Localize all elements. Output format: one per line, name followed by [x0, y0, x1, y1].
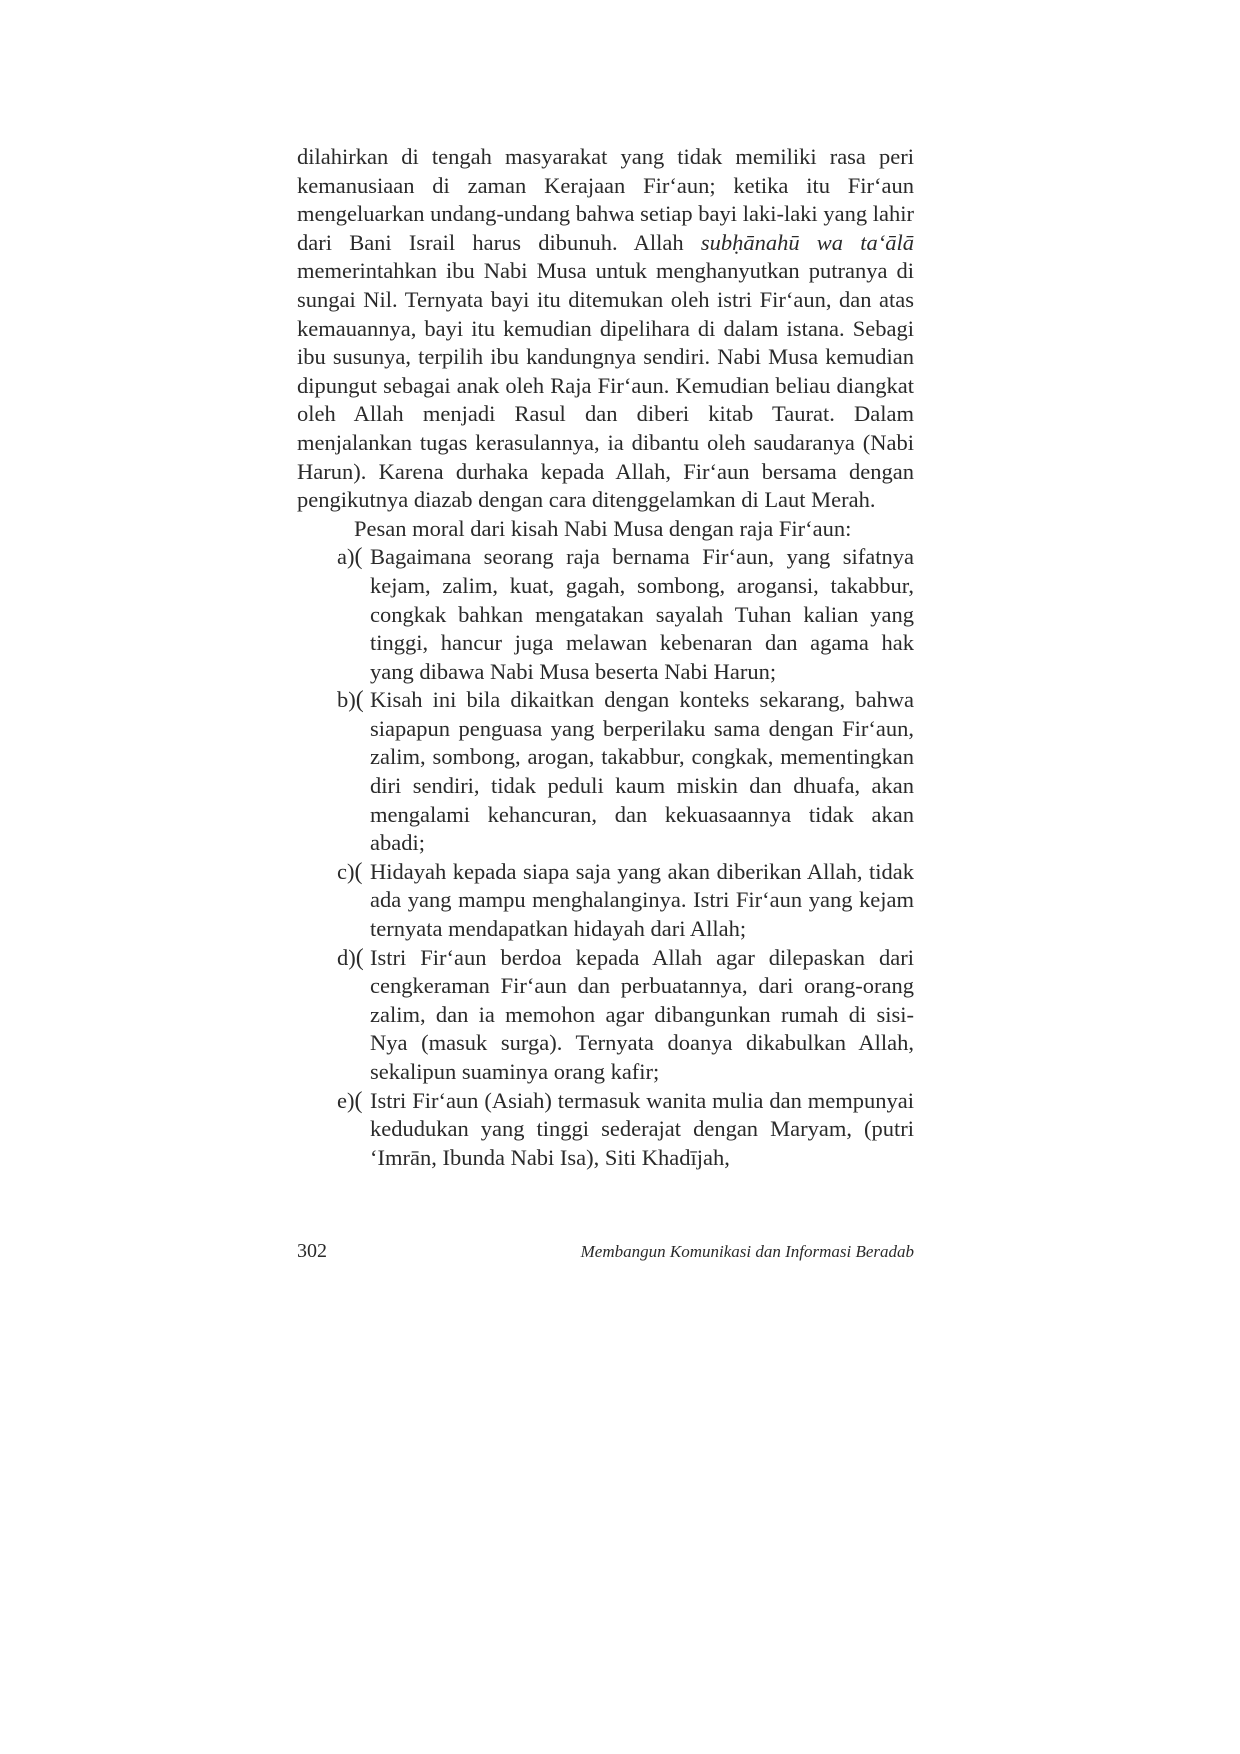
list-item-b — [297, 686, 914, 858]
list-marker: a)( — [337, 544, 363, 571]
running-title: Membangun Komunikasi dan Informasi Beradab — [580, 1242, 914, 1261]
list-marker: e)( — [337, 1087, 363, 1114]
list-item-text: Istri Fir‘aun (Asiah) termasuk wanita mulia dan mempunyai kedudukan yang tinggi sederajat dengan Maryam, (putri ‘Imrān, Ibunda Nabi Isa), Siti Khadījah, — [370, 1087, 914, 1170]
list-item-a — [297, 543, 914, 686]
page-body — [297, 143, 914, 1172]
paragraph-1-text-start: dilahirkan di tengah masyarakat yang tidak memiliki rasa peri kemanusiaan di zaman Kerajaan Fir‘aun; ketika itu Fir‘aun mengeluarkan undang-undang bahwa setiap bayi laki-laki yang lahir dari Bani Israil harus dibunuh. Allah — [297, 144, 914, 255]
list-marker: d)( — [337, 944, 364, 971]
body-paragraph-1 — [297, 143, 914, 515]
list-item-text: Hidayah kepada siapa saja yang akan diberikan Allah, tidak ada yang mampu menghalanginya. Istri Fir‘aun yang kejam ternyata mendapatkan hidayah dari Allah; — [370, 858, 914, 942]
list-item-text: Kisah ini bila dikaitkan dengan konteks sekarang, bahwa siapapun penguasa yang berperilaku sama dengan Fir‘aun, zalim, sombong, arogan, takabbur, congkak, mementingkan diri sendiri, tidak peduli kaum miskin dan dhuafa, akan mengalami kehancuran, dan kekuasaannya tidak akan abadi; — [370, 687, 914, 856]
transliteration-italic: subḥānahū wa ta‘ālā — [700, 229, 914, 255]
page-footer — [297, 1240, 914, 1270]
list-marker: b)( — [337, 687, 364, 714]
list-marker: c)( — [337, 858, 363, 885]
page-number: 302 — [297, 1240, 327, 1262]
body-paragraph-2: Pesan moral dari kisah Nabi Musa dengan raja Fir‘aun: — [354, 515, 852, 541]
list-item-text: Istri Fir‘aun berdoa kepada Allah agar dilepaskan dari cengkeraman Fir‘aun dan perbuatannya, dari orang-orang zalim, dan ia memohon agar dibangunkan rumah di sisi-Nya (masuk surga). Ternyata doanya dikabulkan Allah, sekalipun suaminya orang kafir; — [370, 944, 914, 1084]
moral-lessons-list — [297, 543, 914, 1172]
paragraph-1-text-end: memerintahkan ibu Nabi Musa untuk menghanyutkan putranya di sungai Nil. Ternyata bayi itu ditemukan oleh istri Fir‘aun, dan atas kemauannya, bayi itu kemudian dipelihara di dalam istana. Sebagi ibu susunya, terpilih ibu kandungnya sendiri. Nabi Musa kemudian dipungut sebagai anak oleh Raja Fir‘aun. Kemudian beliau diangkat oleh Allah menjadi Rasul dan diberi kitab Taurat. Dalam menjalankan tugas kerasulannya, ia dibantu oleh saudaranya (Nabi Harun). Karena durhaka kepada Allah, Fir‘aun bersama dengan pengikutnya diazab dengan cara ditenggelamkan di Laut Merah. — [297, 258, 914, 513]
list-item-c — [297, 858, 914, 944]
list-item-e — [297, 1087, 914, 1173]
list-item-text: Bagaimana seorang raja bernama Fir‘aun, yang sifatnya kejam, zalim, kuat, gagah, sombong, arogansi, takabbur, congkak bahkan mengatakan sayalah Tuhan kalian yang tinggi, hancur juga melawan kebenaran dan agama hak yang dibawa Nabi Musa beserta Nabi Harun; — [370, 544, 914, 684]
list-item-d — [297, 944, 914, 1087]
